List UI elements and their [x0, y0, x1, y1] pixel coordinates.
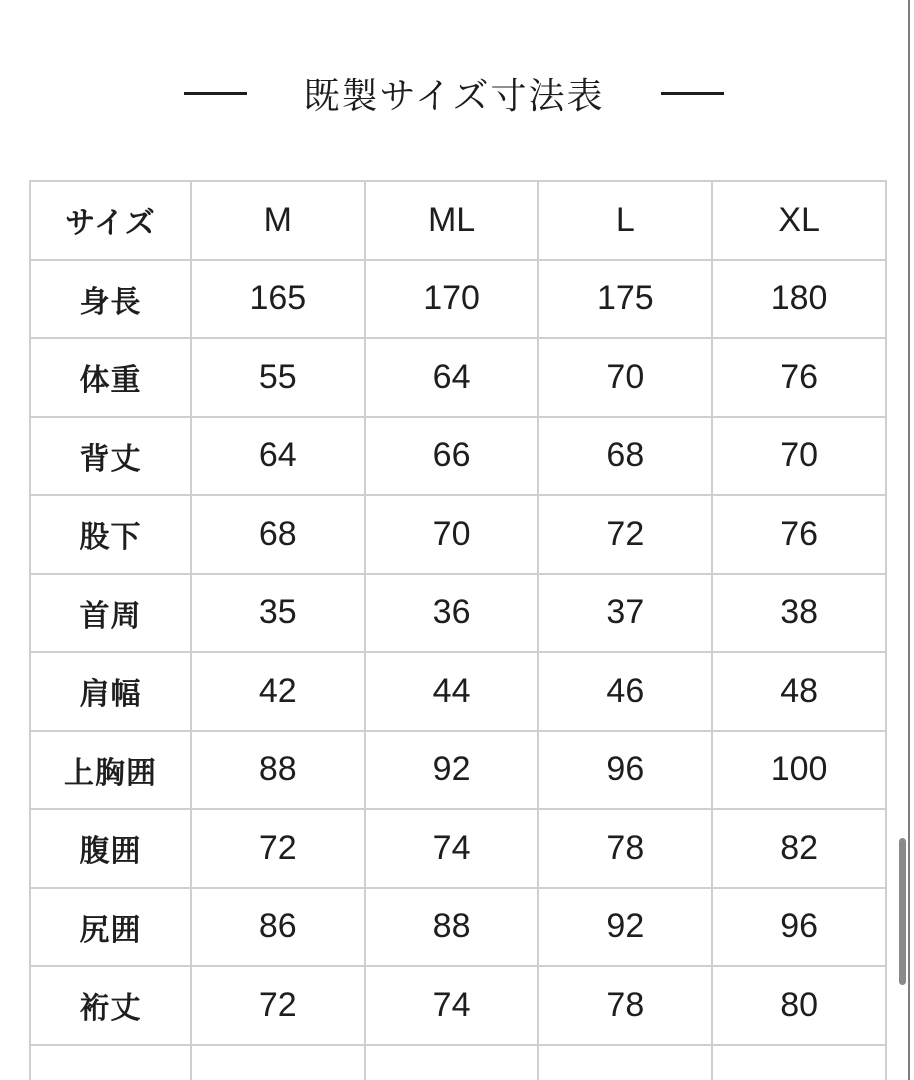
value-cell: 70 [365, 495, 539, 574]
value-cell: 64 [365, 338, 539, 417]
table-row [30, 888, 886, 967]
row-label: 股下 [30, 495, 191, 574]
value-cell: 92 [538, 888, 712, 967]
value-cell: 78 [538, 966, 712, 1045]
title-left-dash [184, 92, 247, 95]
value-cell: 80 [712, 966, 886, 1045]
column-header-m: M [191, 181, 365, 260]
value-cell: 165 [191, 260, 365, 339]
value-cell: 175 [538, 260, 712, 339]
size-chart-table [29, 180, 887, 1080]
value-cell: 92 [365, 731, 539, 810]
value-cell: 76 [712, 495, 886, 574]
scrollbar-thumb[interactable] [899, 838, 906, 985]
page-title-row [0, 70, 908, 116]
right-edge-line [908, 0, 910, 1080]
table-row [30, 809, 886, 888]
value-cell: 46 [538, 652, 712, 731]
value-cell: 68 [538, 417, 712, 496]
value-cell: 48 [712, 652, 886, 731]
value-cell: 72 [191, 809, 365, 888]
table-row-partial [30, 1045, 886, 1080]
value-cell: 72 [538, 495, 712, 574]
value-cell: 64 [191, 417, 365, 496]
value-cell: 100 [712, 731, 886, 810]
row-label: 尻囲 [30, 888, 191, 967]
row-label: 体重 [30, 338, 191, 417]
row-label: 腹囲 [30, 809, 191, 888]
row-label: 肩幅 [30, 652, 191, 731]
value-cell: 76 [712, 338, 886, 417]
value-cell: 88 [191, 731, 365, 810]
row-label: 首周 [30, 574, 191, 653]
value-cell: 170 [365, 260, 539, 339]
value-cell [365, 1045, 539, 1080]
table-row [30, 495, 886, 574]
table-header-row [30, 181, 886, 260]
table-row [30, 652, 886, 731]
value-cell: 68 [191, 495, 365, 574]
row-label: 身長 [30, 260, 191, 339]
column-header-ml: ML [365, 181, 539, 260]
value-cell: 36 [365, 574, 539, 653]
value-cell: 82 [712, 809, 886, 888]
value-cell: 96 [538, 731, 712, 810]
value-cell: 72 [191, 966, 365, 1045]
value-cell: 38 [712, 574, 886, 653]
value-cell: 35 [191, 574, 365, 653]
table-row [30, 574, 886, 653]
table-row [30, 417, 886, 496]
table-row [30, 966, 886, 1045]
value-cell: 70 [712, 417, 886, 496]
value-cell: 88 [365, 888, 539, 967]
value-cell: 78 [538, 809, 712, 888]
row-label: 上胸囲 [30, 731, 191, 810]
value-cell: 37 [538, 574, 712, 653]
value-cell: 55 [191, 338, 365, 417]
value-cell: 74 [365, 809, 539, 888]
column-header-xl: XL [712, 181, 886, 260]
row-label: 裄丈 [30, 966, 191, 1045]
table-row [30, 731, 886, 810]
row-label: 背丈 [30, 417, 191, 496]
value-cell [191, 1045, 365, 1080]
row-label [30, 1045, 191, 1080]
column-header-l: L [538, 181, 712, 260]
value-cell: 42 [191, 652, 365, 731]
value-cell: 44 [365, 652, 539, 731]
value-cell: 180 [712, 260, 886, 339]
title-right-dash [661, 92, 724, 95]
size-label-header: サイズ [30, 181, 191, 260]
table-row [30, 260, 886, 339]
value-cell: 66 [365, 417, 539, 496]
page-title: 既製サイズ寸法表 [303, 74, 605, 116]
value-cell [712, 1045, 886, 1080]
value-cell [538, 1045, 712, 1080]
value-cell: 70 [538, 338, 712, 417]
value-cell: 86 [191, 888, 365, 967]
table-row [30, 338, 886, 417]
value-cell: 74 [365, 966, 539, 1045]
value-cell: 96 [712, 888, 886, 967]
